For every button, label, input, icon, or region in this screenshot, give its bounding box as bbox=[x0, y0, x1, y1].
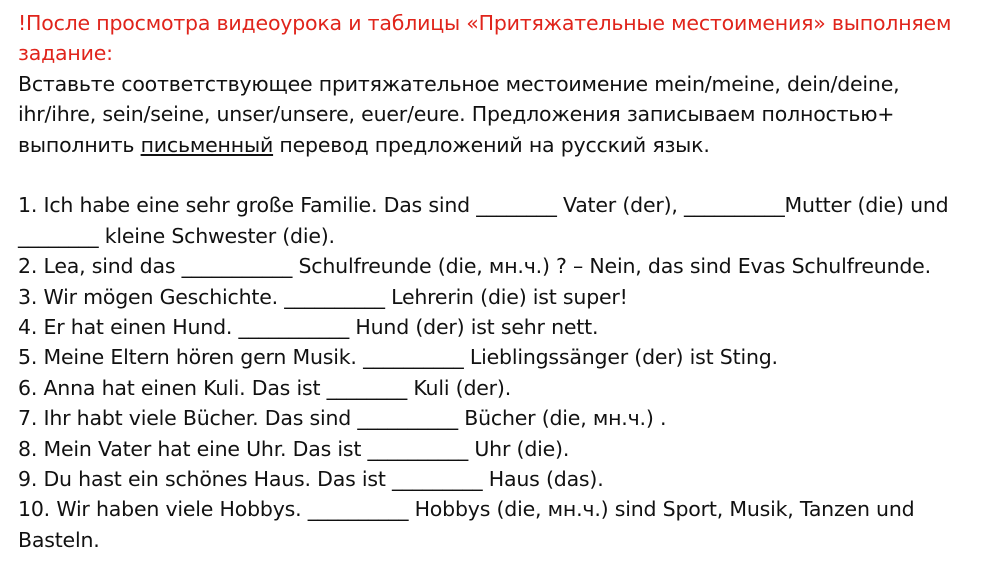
task-instruction bbox=[18, 69, 978, 160]
instruction-text-end: перевод предложений на русский язык. bbox=[273, 132, 710, 157]
exercise-item-4: 4. Er hat einen Hund. ___________ Hund (der) ist sehr nett. bbox=[18, 315, 599, 340]
instruction-text-start: Вставьте соответствующее притяжательное местоимение mein/meine, dein/deine, ihr/ihre, sein/seine, unser/unsere, euer/eure. Предложения записываем полностью+ выполнить bbox=[18, 71, 900, 157]
task-heading: !После просмотра видеоурока и таблицы «Притяжательные местоимения» выполняем задание: bbox=[18, 11, 952, 66]
exercise-item-10: 10. Wir haben viele Hobbys. __________ Hobbys (die, мн.ч.) sind Sport, Musik, Tanzen und Basteln. bbox=[18, 497, 915, 552]
exercise-item-1: 1. Ich habe eine sehr große Familie. Das sind ________ Vater (der), __________Mutter (die) und ________ kleine Schwester (die). bbox=[18, 193, 949, 248]
exercise-item-7: 7. Ihr habt viele Bücher. Das sind __________ Bücher (die, мн.ч.) . bbox=[18, 406, 667, 431]
exercise-item-6: 6. Anna hat einen Kuli. Das ist ________ Kuli (der). bbox=[18, 375, 512, 400]
exercise-item-9: 9. Du hast ein schönes Haus. Das ist _________ Haus (das). bbox=[18, 467, 604, 492]
exercise-item-3: 3. Wir mögen Geschichte. __________ Lehrerin (die) ist super! bbox=[18, 284, 628, 309]
exercise-item-8: 8. Mein Vater hat eine Uhr. Das ist __________ Uhr (die). bbox=[18, 436, 570, 461]
exercise-list bbox=[18, 190, 978, 555]
exercise-item-5: 5. Meine Eltern hören gern Musik. __________ Lieblingssänger (der) ist Sting. bbox=[18, 345, 778, 370]
section-spacer bbox=[18, 160, 978, 190]
exercise-item-2: 2. Lea, sind das ___________ Schulfreunde (die, мн.ч.) ? – Nein, das sind Evas Schulfreunde. bbox=[18, 254, 931, 279]
instruction-underlined-word: письменный bbox=[140, 132, 274, 157]
